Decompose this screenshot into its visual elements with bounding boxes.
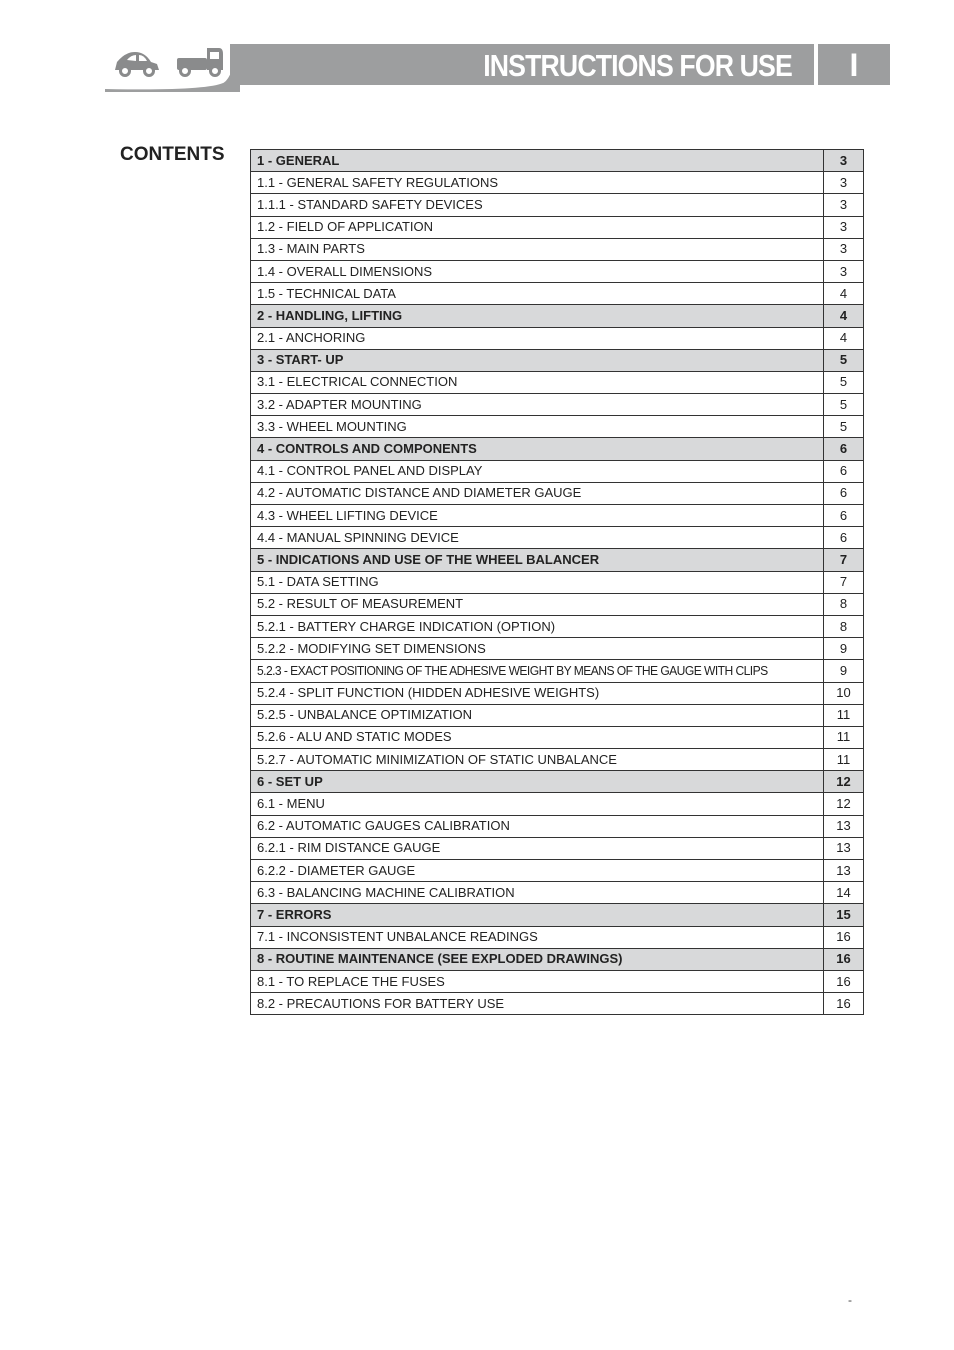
toc-entry-page: 16 bbox=[824, 948, 864, 970]
toc-entry-page: 12 bbox=[824, 771, 864, 793]
toc-entry-page: 11 bbox=[824, 749, 864, 771]
car-icon bbox=[115, 52, 159, 76]
toc-section-row bbox=[251, 771, 864, 793]
toc-entry-page: 6 bbox=[824, 527, 864, 549]
page-title: INSTRUCTIONS FOR USE bbox=[483, 48, 792, 83]
toc-entry-page: 6 bbox=[824, 460, 864, 482]
toc-entry-label: 6.3 - BALANCING MACHINE CALIBRATION bbox=[251, 882, 824, 904]
toc-row bbox=[251, 416, 864, 438]
toc-entry-label: 5.2.3 - EXACT POSITIONING OF THE ADHESIVE WEIGHT BY MEANS OF THE GAUGE WITH CLIPS bbox=[251, 660, 824, 682]
toc-entry-page: 10 bbox=[824, 682, 864, 704]
toc-section-row bbox=[251, 549, 864, 571]
toc-entry-label: 5.1 - DATA SETTING bbox=[251, 571, 824, 593]
toc-section-row bbox=[251, 150, 864, 172]
toc-entry-label: 6 - SET UP bbox=[251, 771, 824, 793]
toc-row bbox=[251, 682, 864, 704]
toc-row bbox=[251, 615, 864, 637]
toc-row bbox=[251, 860, 864, 882]
toc-entry-label: 4 - CONTROLS AND COMPONENTS bbox=[251, 438, 824, 460]
toc-entry-label: 1.2 - FIELD OF APPLICATION bbox=[251, 216, 824, 238]
toc-entry-page: 3 bbox=[824, 194, 864, 216]
toc-entry-label: 5.2.4 - SPLIT FUNCTION (HIDDEN ADHESIVE WEIGHTS) bbox=[251, 682, 824, 704]
toc-entry-page: 13 bbox=[824, 815, 864, 837]
toc-entry-page: 16 bbox=[824, 926, 864, 948]
toc-entry-page: 9 bbox=[824, 638, 864, 660]
toc-row bbox=[251, 238, 864, 260]
toc-row bbox=[251, 482, 864, 504]
toc-entry-page: 4 bbox=[824, 327, 864, 349]
toc-entry-page: 6 bbox=[824, 438, 864, 460]
contents-heading: CONTENTS bbox=[120, 144, 225, 165]
toc-entry-label: 3 - START- UP bbox=[251, 349, 824, 371]
toc-entry-label: 5.2.2 - MODIFYING SET DIMENSIONS bbox=[251, 638, 824, 660]
toc-entry-page: 3 bbox=[824, 216, 864, 238]
toc-row bbox=[251, 327, 864, 349]
toc-entry-page: 5 bbox=[824, 394, 864, 416]
toc-entry-page: 8 bbox=[824, 593, 864, 615]
toc-entry-label: 3.1 - ELECTRICAL CONNECTION bbox=[251, 371, 824, 393]
toc-section-row bbox=[251, 948, 864, 970]
toc-row bbox=[251, 593, 864, 615]
toc-entry-label: 6.2.1 - RIM DISTANCE GAUGE bbox=[251, 837, 824, 859]
toc-entry-page: 14 bbox=[824, 882, 864, 904]
toc-entry-label: 2.1 - ANCHORING bbox=[251, 327, 824, 349]
toc-entry-label: 4.3 - WHEEL LIFTING DEVICE bbox=[251, 505, 824, 527]
toc-entry-label: 3.3 - WHEEL MOUNTING bbox=[251, 416, 824, 438]
toc-entry-page: 5 bbox=[824, 349, 864, 371]
toc-entry-label: 4.2 - AUTOMATIC DISTANCE AND DIAMETER GAUGE bbox=[251, 482, 824, 504]
toc-row bbox=[251, 793, 864, 815]
truck-icon bbox=[177, 48, 223, 76]
toc-entry-label: 1.1 - GENERAL SAFETY REGULATIONS bbox=[251, 172, 824, 194]
toc-section-row bbox=[251, 438, 864, 460]
toc-entry-label: 8 - ROUTINE MAINTENANCE (SEE EXPLODED DRAWINGS) bbox=[251, 948, 824, 970]
toc-entry-label: 7.1 - INCONSISTENT UNBALANCE READINGS bbox=[251, 926, 824, 948]
page-number-mark: - bbox=[848, 1293, 852, 1307]
toc-entry-page: 11 bbox=[824, 704, 864, 726]
toc-entry-page: 5 bbox=[824, 416, 864, 438]
toc-row bbox=[251, 749, 864, 771]
toc-row bbox=[251, 172, 864, 194]
toc-entry-label: 6.2.2 - DIAMETER GAUGE bbox=[251, 860, 824, 882]
toc-row bbox=[251, 505, 864, 527]
toc-section-row bbox=[251, 904, 864, 926]
toc-row bbox=[251, 837, 864, 859]
toc-entry-label: 5.2.5 - UNBALANCE OPTIMIZATION bbox=[251, 704, 824, 726]
toc-row bbox=[251, 571, 864, 593]
toc-entry-page: 3 bbox=[824, 172, 864, 194]
toc-row bbox=[251, 394, 864, 416]
toc-entry-page: 7 bbox=[824, 549, 864, 571]
toc-entry-label: 6.1 - MENU bbox=[251, 793, 824, 815]
toc-entry-page: 15 bbox=[824, 904, 864, 926]
toc-row bbox=[251, 371, 864, 393]
toc-entry-page: 6 bbox=[824, 482, 864, 504]
toc-entry-page: 9 bbox=[824, 660, 864, 682]
toc-section-row bbox=[251, 305, 864, 327]
toc-entry-page: 16 bbox=[824, 993, 864, 1015]
toc-entry-page: 5 bbox=[824, 371, 864, 393]
toc-entry-label: 7 - ERRORS bbox=[251, 904, 824, 926]
toc-entry-page: 3 bbox=[824, 150, 864, 172]
toc-entry-page: 3 bbox=[824, 260, 864, 282]
toc-entry-label: 8.1 - TO REPLACE THE FUSES bbox=[251, 970, 824, 992]
toc-section-row bbox=[251, 349, 864, 371]
table-of-contents bbox=[250, 149, 864, 1015]
toc-entry-page: 13 bbox=[824, 837, 864, 859]
toc-row bbox=[251, 283, 864, 305]
toc-row bbox=[251, 216, 864, 238]
toc-entry-label: 8.2 - PRECAUTIONS FOR BATTERY USE bbox=[251, 993, 824, 1015]
toc-row bbox=[251, 638, 864, 660]
toc-entry-page: 11 bbox=[824, 726, 864, 748]
toc-row bbox=[251, 815, 864, 837]
header-logo-tab bbox=[105, 40, 240, 92]
toc-row bbox=[251, 970, 864, 992]
toc-entry-page: 4 bbox=[824, 283, 864, 305]
toc-entry-label: 5.2 - RESULT OF MEASUREMENT bbox=[251, 593, 824, 615]
toc-entry-label: 5.2.6 - ALU AND STATIC MODES bbox=[251, 726, 824, 748]
toc-entry-label: 4.1 - CONTROL PANEL AND DISPLAY bbox=[251, 460, 824, 482]
toc-entry-label: 1 - GENERAL bbox=[251, 150, 824, 172]
toc-row bbox=[251, 194, 864, 216]
toc-row bbox=[251, 660, 864, 682]
toc-entry-label: 2 - HANDLING, LIFTING bbox=[251, 305, 824, 327]
toc-entry-page: 6 bbox=[824, 505, 864, 527]
toc-entry-label: 6.2 - AUTOMATIC GAUGES CALIBRATION bbox=[251, 815, 824, 837]
toc-entry-label: 5.2.1 - BATTERY CHARGE INDICATION (OPTION) bbox=[251, 615, 824, 637]
toc-entry-page: 13 bbox=[824, 860, 864, 882]
header-bar bbox=[230, 44, 814, 85]
toc-row bbox=[251, 260, 864, 282]
toc-entry-page: 3 bbox=[824, 238, 864, 260]
toc-entry-label: 1.4 - OVERALL DIMENSIONS bbox=[251, 260, 824, 282]
language-code: I bbox=[818, 44, 890, 85]
toc-row bbox=[251, 460, 864, 482]
toc-row bbox=[251, 993, 864, 1015]
toc-entry-page: 12 bbox=[824, 793, 864, 815]
toc-row bbox=[251, 882, 864, 904]
toc-entry-label: 1.5 - TECHNICAL DATA bbox=[251, 283, 824, 305]
toc-entry-label: 5.2.7 - AUTOMATIC MINIMIZATION OF STATIC UNBALANCE bbox=[251, 749, 824, 771]
toc-row bbox=[251, 726, 864, 748]
toc-entry-page: 7 bbox=[824, 571, 864, 593]
toc-entry-page: 4 bbox=[824, 305, 864, 327]
toc-entry-label: 4.4 - MANUAL SPINNING DEVICE bbox=[251, 527, 824, 549]
toc-row bbox=[251, 527, 864, 549]
toc-entry-page: 8 bbox=[824, 615, 864, 637]
toc-entry-page: 16 bbox=[824, 970, 864, 992]
toc-entry-label: 1.1.1 - STANDARD SAFETY DEVICES bbox=[251, 194, 824, 216]
toc-entry-label: 5 - INDICATIONS AND USE OF THE WHEEL BALANCER bbox=[251, 549, 824, 571]
toc-row bbox=[251, 926, 864, 948]
toc-entry-label: 1.3 - MAIN PARTS bbox=[251, 238, 824, 260]
toc-row bbox=[251, 704, 864, 726]
toc-entry-label: 3.2 - ADAPTER MOUNTING bbox=[251, 394, 824, 416]
